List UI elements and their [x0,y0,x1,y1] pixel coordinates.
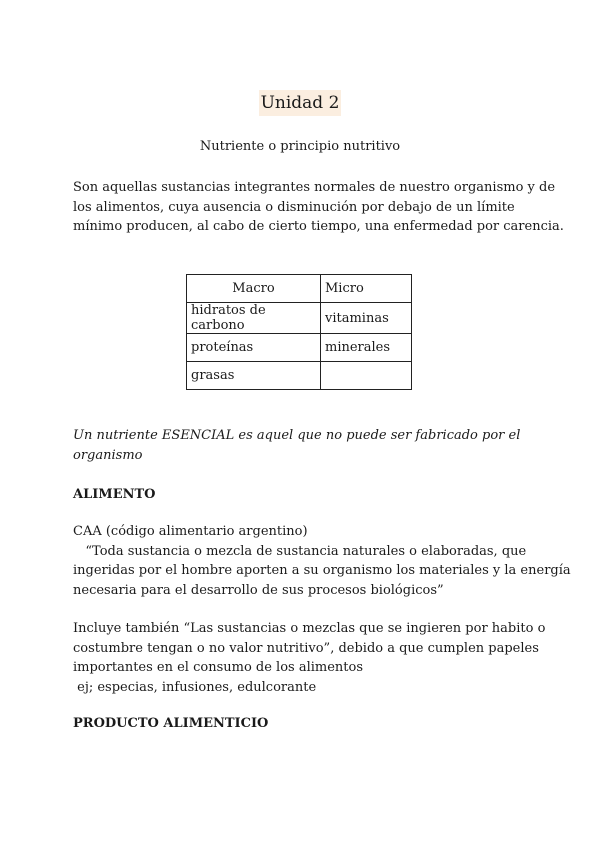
caa-paragraph [73,522,571,600]
definition-line: mínimo producen, al cabo de cierto tiempo, una enfermedad por carencia. [73,219,564,234]
table-cell [321,362,412,390]
title-container [0,90,600,116]
essential-line: Un nutriente ESENCIAL es aquel que no puede ser fabricado por el [73,428,521,443]
heading-producto: PRODUCTO ALIMENTICIO [73,716,269,731]
header-micro: Micro [321,275,412,303]
table-header-row [187,275,412,303]
subtitle: Nutriente o principio nutritivo [199,139,401,154]
caa-line: necesaria para el desarrollo de sus procesos biológicos” [73,582,444,598]
table-row [187,334,412,362]
includes-line: ej; especias, infusiones, edulcorante [73,679,317,695]
definition-line: Son aquellas sustancias integrantes normales de nuestro organismo y de [73,180,556,195]
includes-line: costumbre tengan o no valor nutritivo”, debido a que cumplen papeles [73,640,539,656]
essential-line: organismo [73,447,143,463]
table-cell: vitaminas [321,303,412,334]
definition-line: los alimentos, cuya ausencia o disminución por debajo de un límite [73,199,515,215]
header-macro: Macro [187,275,321,303]
page-title: Unidad 2 [259,90,342,116]
essential-note [73,426,533,465]
table-cell: grasas [187,362,321,390]
caa-line: CAA (código alimentario argentino) [73,524,308,539]
nutrient-table [186,274,412,390]
table-row [187,362,412,390]
table-cell: proteínas [187,334,321,362]
includes-line: Incluye también “Las sustancias o mezclas que se ingieren por habito o [73,621,546,636]
includes-line: importantes en el consumo de los alimentos [73,660,364,675]
heading-alimento: ALIMENTO [73,487,156,502]
caa-line: “Toda sustancia o mezcla de sustancia naturales o elaboradas, que [73,543,527,559]
includes-paragraph [73,619,546,697]
definition-paragraph [73,178,564,237]
table-row [187,303,412,334]
caa-line: ingeridas por el hombre aporten a su organismo los materiales y la energía [73,563,571,578]
table-cell: minerales [321,334,412,362]
table-cell: hidratos de carbono [187,303,321,334]
